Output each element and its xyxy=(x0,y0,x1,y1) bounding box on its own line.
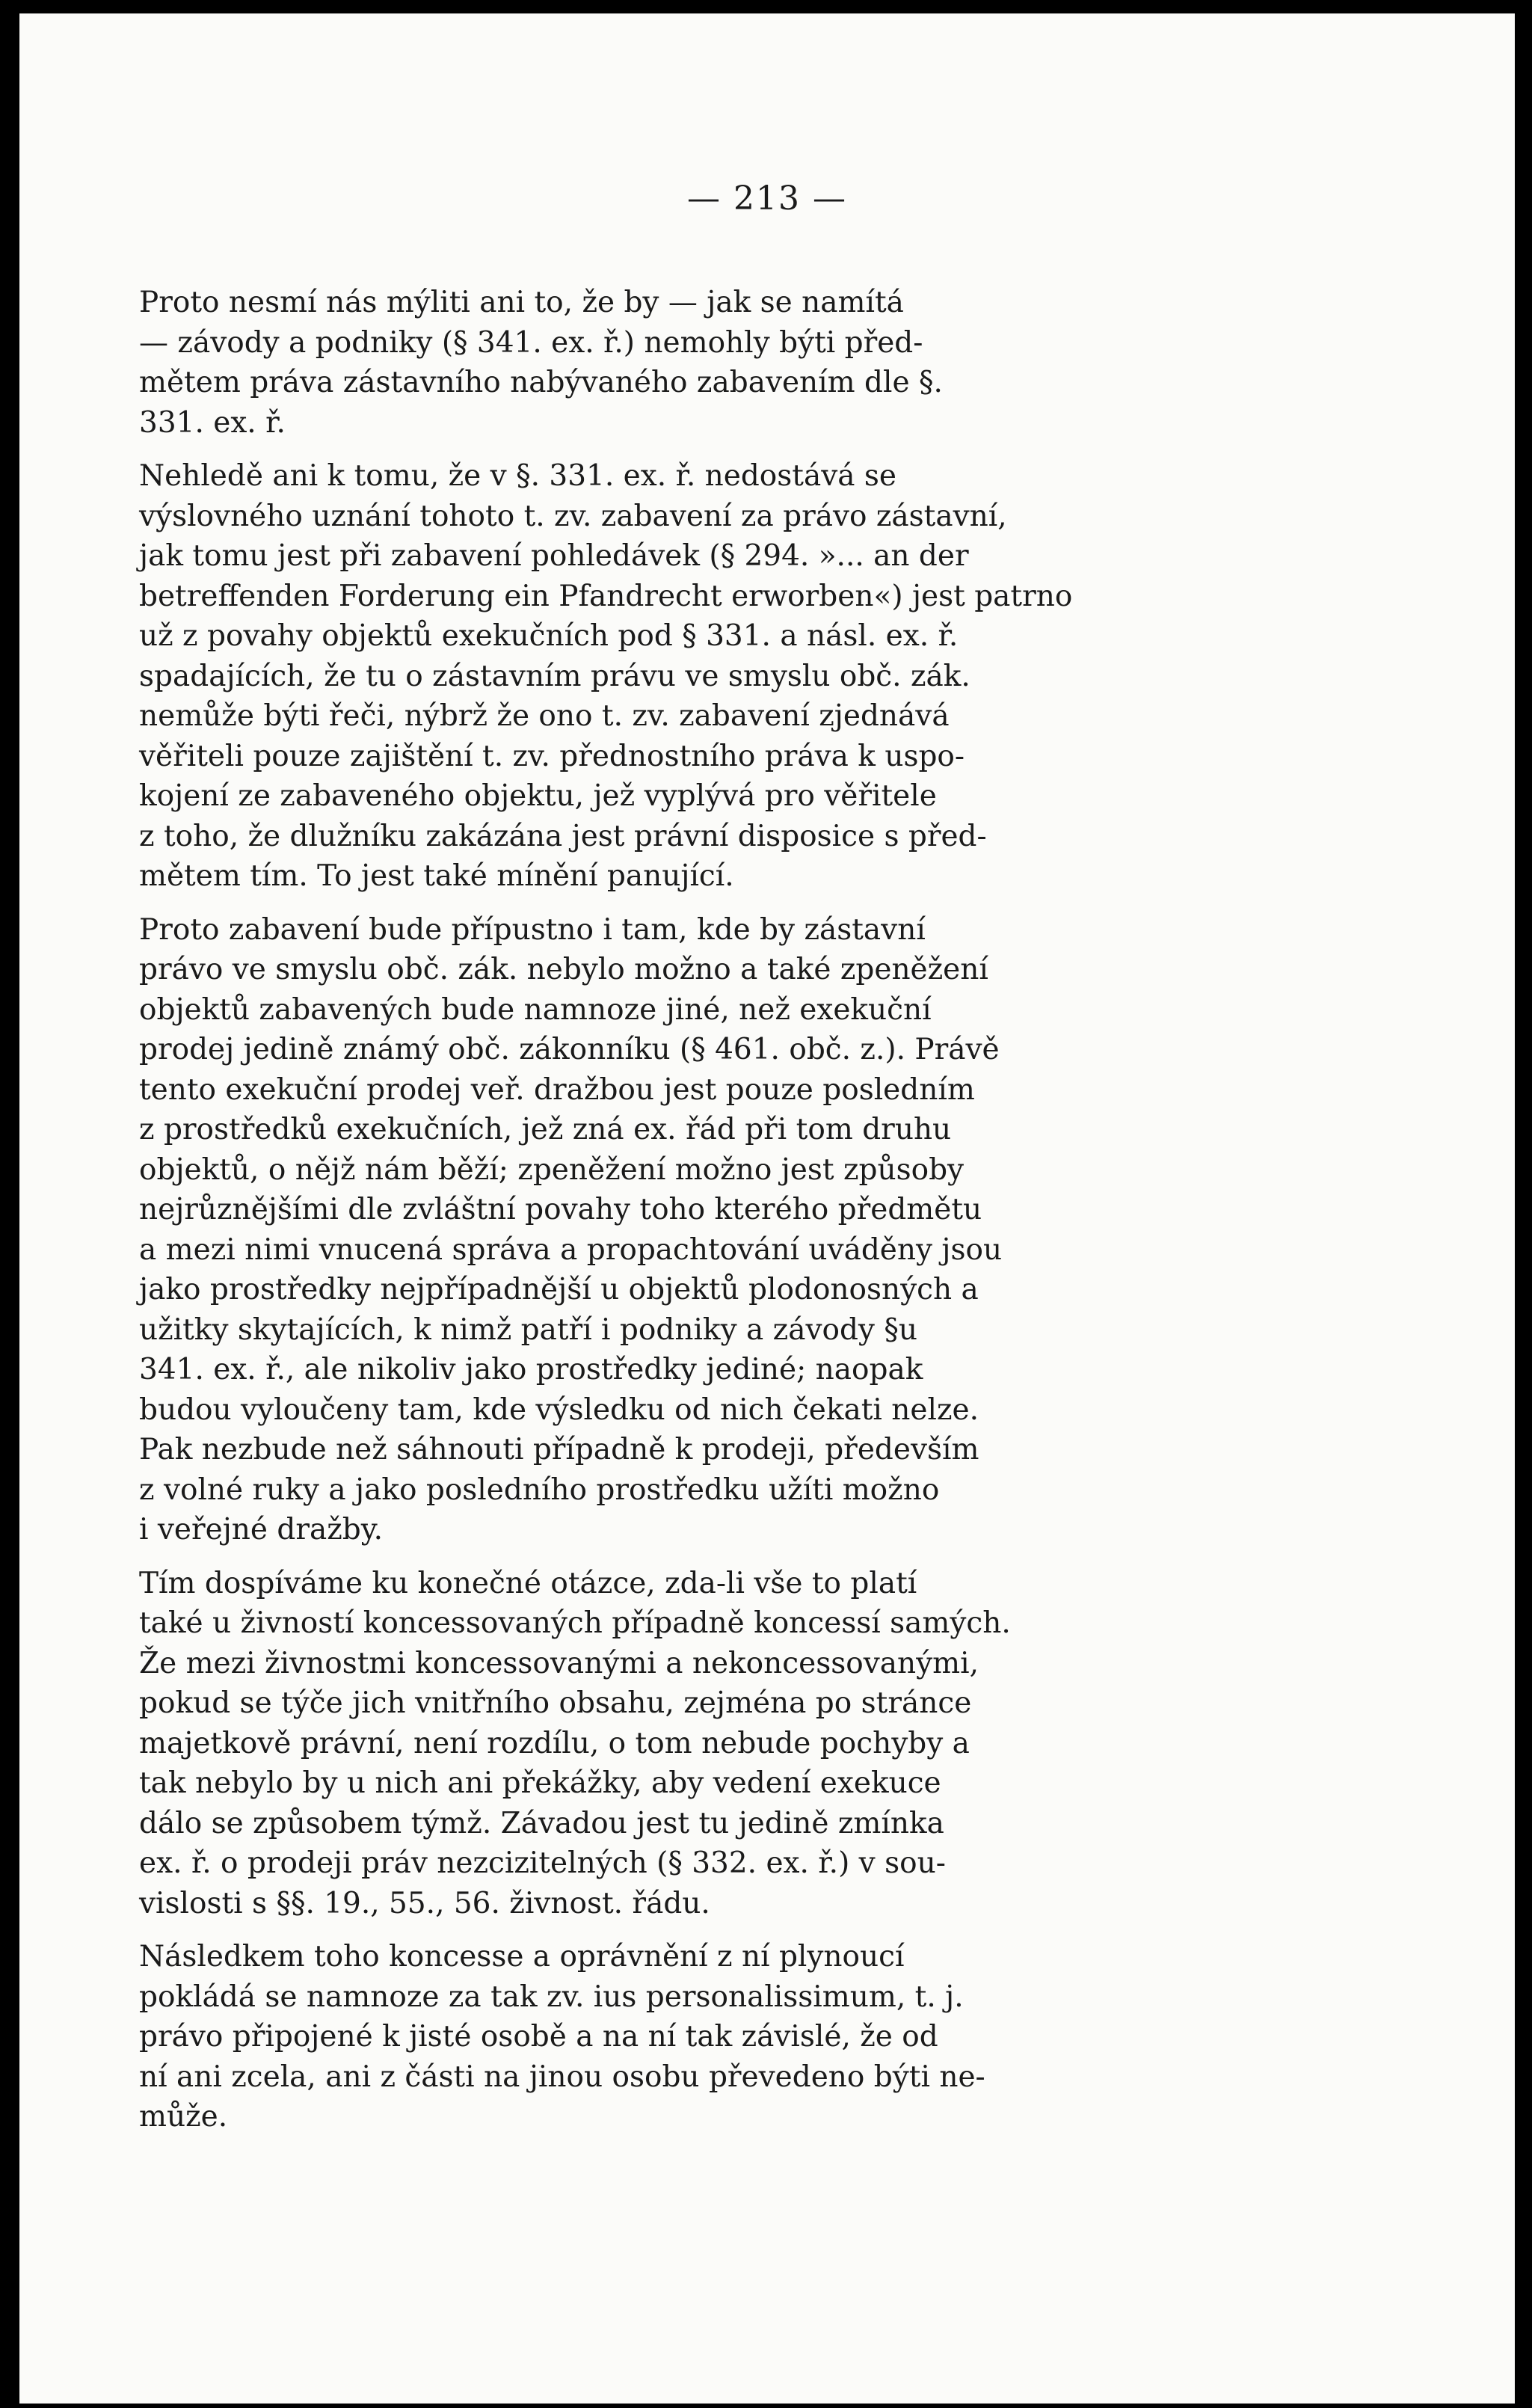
paragraph-4: Tím dospíváme ku konečné otázce, zda-li vše to platí také u živností koncessovaných případně koncessí samých. Že mezi živnostmi koncessovanými a nekoncessovanými, pokud se týče jich vnitřního obsahu, zejména po stránce majetkově právní, není rozdílu, o tom nebude pochyby a tak nebylo by u nich ani překážky, aby vedení exekuce dálo se způsobem týmž. Závadou jest tu jedině zmínka ex. ř. o prodeji práv nezcizitelných (§ 332. ex. ř.) v sou- vislosti s §§. 19., 55., 56. živnost. řádu. xyxy=(139,1566,1011,1920)
paragraph-1: Proto nesmí nás mýliti ani to, že by — jak se namítá — závody a podniky (§ 341. ex. ř.) nemohly býti před- mětem práva zástavního nabývaného zabavením dle §. 331. ex. ř. xyxy=(139,286,943,440)
page-number: — 213 — xyxy=(687,179,847,218)
paragraph-5: Následkem toho koncesse a oprávnění z ní plynoucí pokládá se namnoze za tak zv. ius personalissimum, t. j. právo připojené k jisté osobě a na ní tak závislé, že od ní ani zcela, ani z části na jinou osobu převedeno býti ne- může. xyxy=(139,1940,985,2134)
paragraph-2: Nehledě ani k tomu, že v §. 331. ex. ř. nedostává se výslovného uznání tohoto t. zv. zabavení za právo zástavní, jak tomu jest při zabavení pohledávek (§ 294. »... an der betreffenden Forderung ein Pfandrecht erworben«) jest patrno už z povahy objektů exekučních pod § 331. a násl. ex. ř. spadajících, že tu o zástavním právu ve smyslu obč. zák. nemůže býti řeči, nýbrž že ono t. zv. zabavení zjednává věřiteli pouze zajištění t. zv. přednostního práva k uspo- kojení ze zabaveného objektu, jež vyplývá pro věřitele z toho, že dlužníku zakázána jest právní disposice s před- mětem tím. To jest také mínění panující. xyxy=(139,459,1073,893)
book-page xyxy=(19,13,1515,2404)
body-text xyxy=(139,283,1305,2151)
paragraph-3: Proto zabavení bude přípustno i tam, kde by zástavní právo ve smyslu obč. zák. nebylo možno a také zpeněžení objektů zabavených bude namnoze jiné, než exekuční prodej jedině známý obč. zákonníku (§ 461. obč. z.). Právě tento exekuční prodej veř. dražbou jest pouze posledním z prostředků exekučních, jež zná ex. řád při tom druhu objektů, o nějž nám běží; zpeněžení možno jest způsoby nejrůznějšími dle zvláštní povahy toho kterého předmětu a mezi nimi vnucená správa a propachtování uváděny jsou jako prostředky nejpřípadnější u objektů plodonosných a užitky skytajících, k nimž patří i podniky a závody §u 341. ex. ř., ale nikoliv jako prostředky jediné; naopak budou vyloučeny tam, kde výsledku od nich čekati nelze. Pak nezbude než sáhnouti případně k prodeji, především z volné ruky a jako posledního prostředku užíti možno i veřejné dražby. xyxy=(139,912,1003,1547)
